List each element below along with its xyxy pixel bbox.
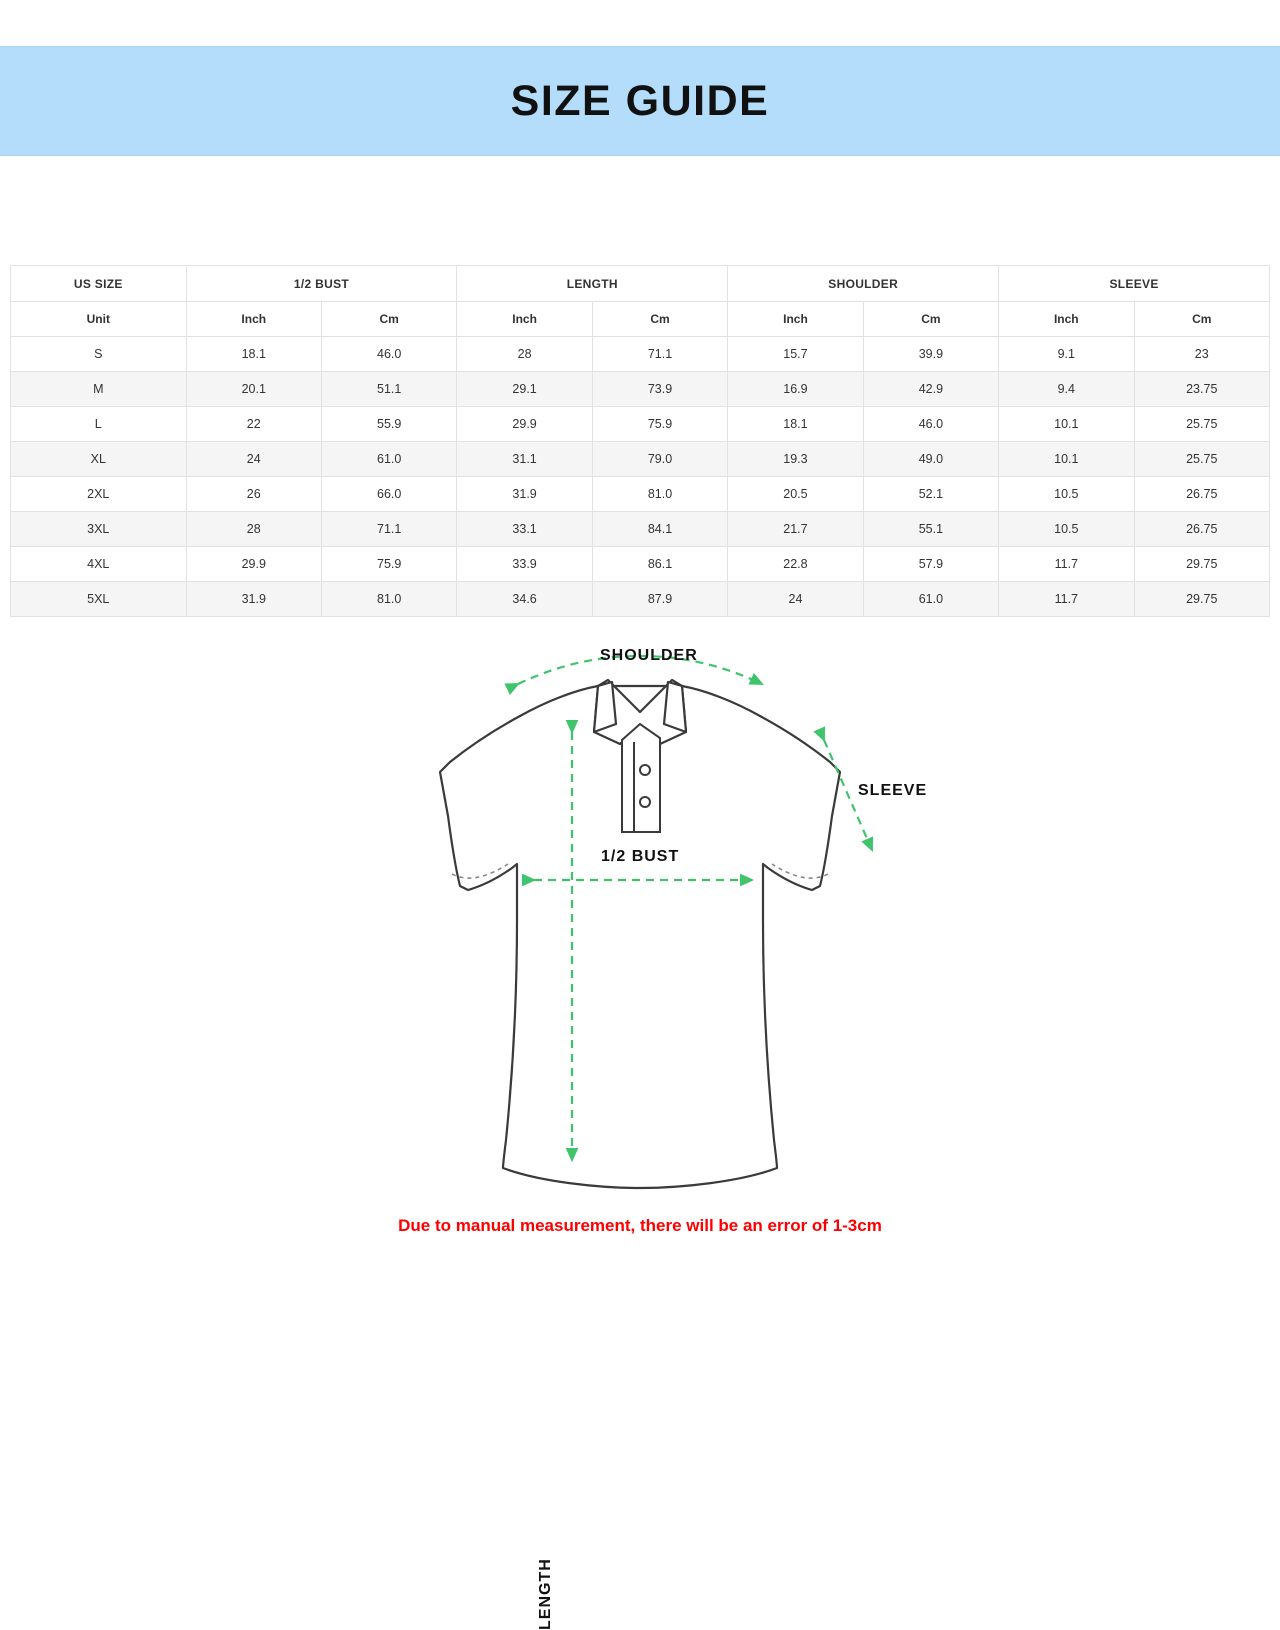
label-shoulder: SHOULDER	[600, 647, 698, 664]
table-header-group-row	[11, 266, 1270, 302]
table-row	[11, 442, 1270, 477]
cell-size: L	[11, 407, 187, 442]
unit-shoulder-cm: Cm	[863, 302, 998, 337]
cell-size: S	[11, 337, 187, 372]
cell-shoulder-inch: 20.5	[728, 477, 863, 512]
cell-length-cm: 84.1	[592, 512, 727, 547]
table-header-unit-row	[11, 302, 1270, 337]
cell-shoulder-cm: 49.0	[863, 442, 998, 477]
cell-size: XL	[11, 442, 187, 477]
cell-bust-inch: 20.1	[186, 372, 321, 407]
cell-sleeve-inch: 10.1	[999, 442, 1134, 477]
page-title: SIZE GUIDE	[510, 76, 770, 125]
polo-shirt-illustration	[0, 620, 1280, 1210]
cell-shoulder-cm: 55.1	[863, 512, 998, 547]
unit-length-inch: Inch	[457, 302, 592, 337]
cell-length-cm: 79.0	[592, 442, 727, 477]
cell-sleeve-inch: 11.7	[999, 582, 1134, 617]
cell-bust-cm: 81.0	[321, 582, 456, 617]
cell-sleeve-cm: 26.75	[1134, 512, 1269, 547]
cell-sleeve-cm: 23.75	[1134, 372, 1269, 407]
cell-shoulder-cm: 46.0	[863, 407, 998, 442]
cell-bust-cm: 71.1	[321, 512, 456, 547]
cell-bust-cm: 46.0	[321, 337, 456, 372]
cell-bust-inch: 22	[186, 407, 321, 442]
cell-bust-inch: 18.1	[186, 337, 321, 372]
size-chart-table	[10, 265, 1270, 617]
cell-size: M	[11, 372, 187, 407]
cell-sleeve-cm: 26.75	[1134, 477, 1269, 512]
cell-sleeve-inch: 9.4	[999, 372, 1134, 407]
cell-sleeve-inch: 11.7	[999, 547, 1134, 582]
unit-label: Unit	[11, 302, 187, 337]
cell-length-inch: 33.9	[457, 547, 592, 582]
cell-sleeve-inch: 10.5	[999, 477, 1134, 512]
cell-length-cm: 75.9	[592, 407, 727, 442]
cell-bust-cm: 66.0	[321, 477, 456, 512]
cell-shoulder-inch: 19.3	[728, 442, 863, 477]
table-row	[11, 547, 1270, 582]
cell-shoulder-inch: 18.1	[728, 407, 863, 442]
unit-length-cm: Cm	[592, 302, 727, 337]
size-guide-banner	[0, 46, 1280, 156]
cell-shoulder-inch: 16.9	[728, 372, 863, 407]
cell-size: 4XL	[11, 547, 187, 582]
cell-sleeve-inch: 9.1	[999, 337, 1134, 372]
cell-sleeve-cm: 29.75	[1134, 547, 1269, 582]
cell-length-cm: 86.1	[592, 547, 727, 582]
cell-shoulder-cm: 42.9	[863, 372, 998, 407]
cell-sleeve-inch: 10.5	[999, 512, 1134, 547]
cell-length-inch: 29.9	[457, 407, 592, 442]
cell-length-inch: 34.6	[457, 582, 592, 617]
table-row	[11, 582, 1270, 617]
cell-length-cm: 71.1	[592, 337, 727, 372]
cell-bust-inch: 31.9	[186, 582, 321, 617]
cell-shoulder-cm: 52.1	[863, 477, 998, 512]
table-row	[11, 372, 1270, 407]
header-half-bust: 1/2 BUST	[186, 266, 457, 302]
cell-length-inch: 29.1	[457, 372, 592, 407]
table-row	[11, 337, 1270, 372]
cell-length-inch: 31.1	[457, 442, 592, 477]
cell-length-inch: 28	[457, 337, 592, 372]
cell-shoulder-cm: 61.0	[863, 582, 998, 617]
cell-shoulder-inch: 15.7	[728, 337, 863, 372]
cell-size: 2XL	[11, 477, 187, 512]
cell-sleeve-cm: 29.75	[1134, 582, 1269, 617]
table-row	[11, 407, 1270, 442]
cell-shoulder-inch: 21.7	[728, 512, 863, 547]
cell-bust-inch: 26	[186, 477, 321, 512]
unit-bust-inch: Inch	[186, 302, 321, 337]
cell-sleeve-inch: 10.1	[999, 407, 1134, 442]
unit-sleeve-cm: Cm	[1134, 302, 1269, 337]
cell-bust-inch: 29.9	[186, 547, 321, 582]
cell-sleeve-cm: 25.75	[1134, 442, 1269, 477]
cell-bust-cm: 75.9	[321, 547, 456, 582]
size-table-container	[10, 265, 1270, 617]
cell-sleeve-cm: 23	[1134, 337, 1269, 372]
cell-shoulder-inch: 22.8	[728, 547, 863, 582]
cell-sleeve-cm: 25.75	[1134, 407, 1269, 442]
cell-size: 3XL	[11, 512, 187, 547]
cell-bust-inch: 24	[186, 442, 321, 477]
label-sleeve: SLEEVE	[858, 782, 928, 799]
table-row	[11, 512, 1270, 547]
cell-length-cm: 87.9	[592, 582, 727, 617]
header-length: LENGTH	[457, 266, 728, 302]
cell-length-inch: 31.9	[457, 477, 592, 512]
cell-bust-cm: 51.1	[321, 372, 456, 407]
header-shoulder: SHOULDER	[728, 266, 999, 302]
label-half-bust: 1/2 BUST	[601, 848, 680, 865]
cell-shoulder-cm: 39.9	[863, 337, 998, 372]
unit-bust-cm: Cm	[321, 302, 456, 337]
cell-shoulder-cm: 57.9	[863, 547, 998, 582]
measurement-disclaimer: Due to manual measurement, there will be an error of 1-3cm	[398, 1216, 882, 1235]
header-us-size: US SIZE	[11, 266, 187, 302]
label-length: LENGTH	[537, 1558, 554, 1630]
cell-bust-cm: 55.9	[321, 407, 456, 442]
cell-length-cm: 73.9	[592, 372, 727, 407]
table-row	[11, 477, 1270, 512]
cell-shoulder-inch: 24	[728, 582, 863, 617]
cell-bust-cm: 61.0	[321, 442, 456, 477]
cell-length-inch: 33.1	[457, 512, 592, 547]
unit-sleeve-inch: Inch	[999, 302, 1134, 337]
unit-shoulder-inch: Inch	[728, 302, 863, 337]
header-sleeve: SLEEVE	[999, 266, 1270, 302]
cell-size: 5XL	[11, 582, 187, 617]
cell-length-cm: 81.0	[592, 477, 727, 512]
cell-bust-inch: 28	[186, 512, 321, 547]
